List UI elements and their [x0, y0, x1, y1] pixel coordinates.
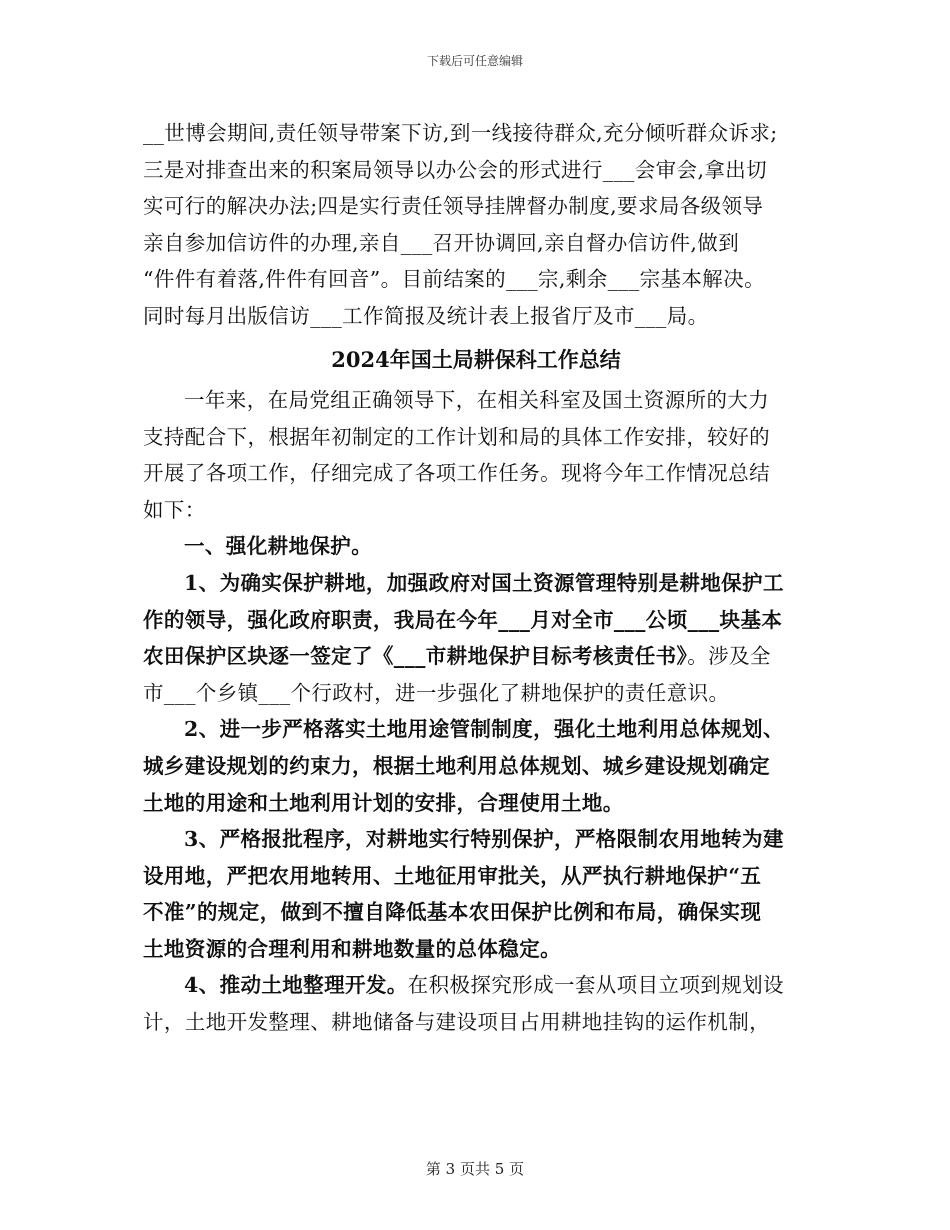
text-line: 不准”的规定，做到不擅自降低基本农田保护比例和布局，确保实现: [143, 900, 762, 925]
text-line: [143, 969, 809, 1001]
text-line: 土地资源的合理利用和耕地数量的总体稳定。: [143, 936, 561, 961]
text-line: 设用地，严把农用地转用、土地征用审批关，从严执行耕地保护“五: [143, 863, 762, 888]
text-line: 开展了各项工作，仔细完成了各项工作任务。现将今年工作情况总结: [143, 461, 770, 486]
text-line: 2、进一步严格落实土地用途管制制度，强化土地利用总体规划、: [184, 717, 784, 742]
text-line: 支持配合下，根据年初制定的工作计划和局的具体工作安排，较好的: [143, 424, 770, 449]
text-line: 市___个乡镇___个行政村，进一步强化了耕地保护的责任意识。: [143, 680, 730, 705]
summary-paragraph: [143, 384, 809, 526]
document-body: [143, 117, 809, 1043]
text-line: __世博会期间,责任领导带案下访,到一线接待群众,充分倾听群众诉求;: [143, 121, 778, 145]
section-heading: 一、强化耕地保护。: [184, 534, 373, 559]
item-4: [143, 969, 809, 1038]
item-1: [143, 567, 809, 709]
text-line: “件件有着落,件件有回音”。目前结案的___宗,剩余___宗基本解决。: [143, 267, 765, 292]
bold-span: 农田保护区块逐一签定了《___市耕地保护目标考核责任书》: [143, 644, 688, 669]
bold-span: 4、推动土地整理开发。: [184, 973, 408, 998]
item-2: [143, 713, 809, 818]
text-line: 城乡建设规划的约束力，根据土地利用总体规划、城乡建设规划确定: [143, 753, 770, 778]
text-line: 同时每月出版信访___工作简报及统计表上报省厅及市___局。: [143, 303, 709, 328]
text-line: 计，土地开发整理、耕地储备与建设项目占用耕地挂钩的运作机制，: [143, 1010, 770, 1035]
page-header: 下载后可任意编辑: [426, 54, 523, 68]
text-line: 3、严格报批程序，对耕地实行特别保护，严格限制农用地转为建: [184, 827, 784, 852]
text-line: [143, 640, 809, 672]
text-line: 土地的用途和土地利用计划的安排，合理使用土地。: [143, 790, 624, 815]
text-span: 在积极探究形成一套从项目立项到规划设: [407, 973, 784, 998]
text-span: 。涉及全: [687, 644, 771, 669]
text-line: 如下：: [143, 497, 206, 522]
text-line: 作的领导，强化政府职责，我局在今年___月对全市___公顷___块基本: [143, 607, 783, 632]
item-3: [143, 823, 809, 965]
text-line: 亲自参加信访件的办理,亲自___召开协调回,亲自督办信访件,做到: [143, 230, 740, 255]
intro-paragraph: [143, 117, 809, 332]
text-line: 实可行的解决办法;四是实行责任领导挂牌督办制度,要求局各级领导: [143, 194, 764, 219]
text-line: 一年来，在局党组正确领导下，在相关科室及国土资源所的大力: [184, 387, 770, 412]
document-title: 2024年国土局耕保科工作总结: [331, 346, 621, 372]
page-footer: 第 3 页共 5 页: [425, 1160, 525, 1178]
text-line: 三是对排查出来的积案局领导以办公会的形式进行___会审会,拿出切: [143, 157, 768, 182]
text-line: 1、为确实保护耕地，加强政府对国土资源管理特别是耕地保护工: [184, 570, 784, 595]
